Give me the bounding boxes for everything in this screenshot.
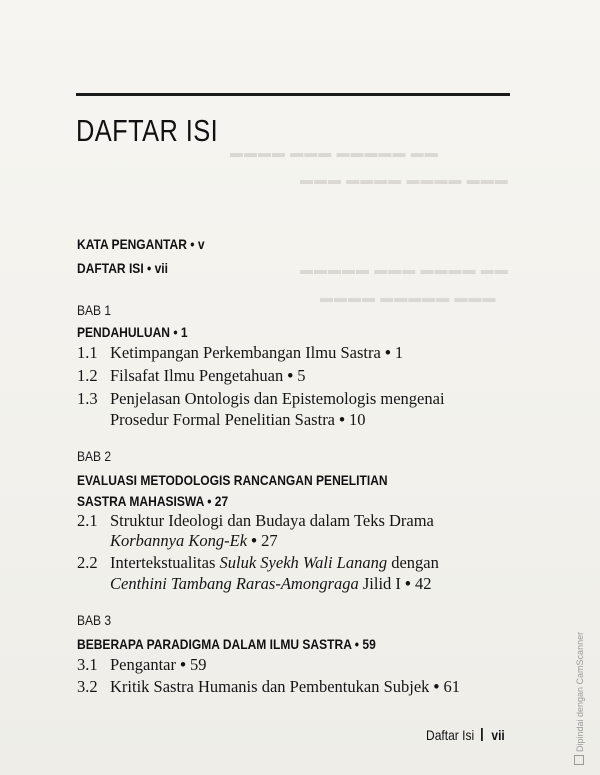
toc-front-kata-pengantar: KATA PENGANTAR • v [77, 236, 205, 252]
bleed-through: ▬▬▬▬▬ ▬▬▬ ▬▬▬▬ ▬▬ [300, 262, 509, 277]
chapter-title-continuation: SASTRA MAHASISWA • 27 [77, 493, 229, 509]
bleed-through: ▬▬▬▬ ▬▬▬▬▬ ▬▬▬ [320, 290, 497, 305]
chapter-title: EVALUASI METODOLOGIS RANCANGAN PENELITIAN [77, 472, 388, 488]
top-rule [76, 93, 510, 96]
toc-entry: 3.1 Pengantar • 59 [77, 655, 207, 674]
toc-entry-continuation: Prosedur Formal Penelitian Sastra • 10 [110, 410, 366, 429]
chapter-label: BAB 2 [77, 448, 112, 464]
bleed-through: ▬▬▬ ▬▬▬▬ ▬▬▬▬ ▬▬▬ [300, 172, 509, 187]
toc-entry: 1.3 Penjelasan Ontologis dan Epistemologis mengenai [77, 389, 445, 408]
toc-entry-continuation: Korbannya Kong-Ek • 27 [110, 531, 278, 550]
chapter-title: PENDAHULUAN • 1 [77, 324, 188, 340]
toc-entry: 2.1 Struktur Ideologi dan Budaya dalam Teks Drama [77, 511, 434, 530]
footer-divider [481, 728, 483, 741]
toc-front-daftar-isi: DAFTAR ISI • vii [77, 260, 168, 276]
chapter-label: BAB 3 [77, 612, 112, 628]
toc-entry-continuation: Centhini Tambang Raras-Amongraga Jilid I • 42 [110, 574, 432, 593]
page-number: vii [491, 727, 505, 743]
camscanner-icon [574, 755, 584, 765]
chapter-label: BAB 1 [77, 302, 112, 318]
scanner-watermark: Dipindai dengan CamScanner [574, 632, 585, 765]
toc-entry: 2.2 Intertekstualitas Suluk Syekh Wali Lanang dengan [77, 553, 439, 572]
footer-label: Daftar Isi [426, 727, 475, 743]
toc-entry: 3.2 Kritik Sastra Humanis dan Pembentukan Subjek • 61 [77, 677, 460, 696]
chapter-title: BEBERAPA PARADIGMA DALAM ILMU SASTRA • 59 [77, 636, 376, 652]
page-title: DAFTAR ISI [76, 113, 219, 148]
bleed-through: ▬▬▬▬ ▬▬▬ ▬▬▬▬▬ ▬▬ [230, 145, 439, 160]
toc-entry: 1.2 Filsafat Ilmu Pengetahuan • 5 [77, 366, 306, 385]
running-footer [426, 727, 505, 743]
toc-entry: 1.1 Ketimpangan Perkembangan Ilmu Sastra • 1 [77, 343, 404, 362]
